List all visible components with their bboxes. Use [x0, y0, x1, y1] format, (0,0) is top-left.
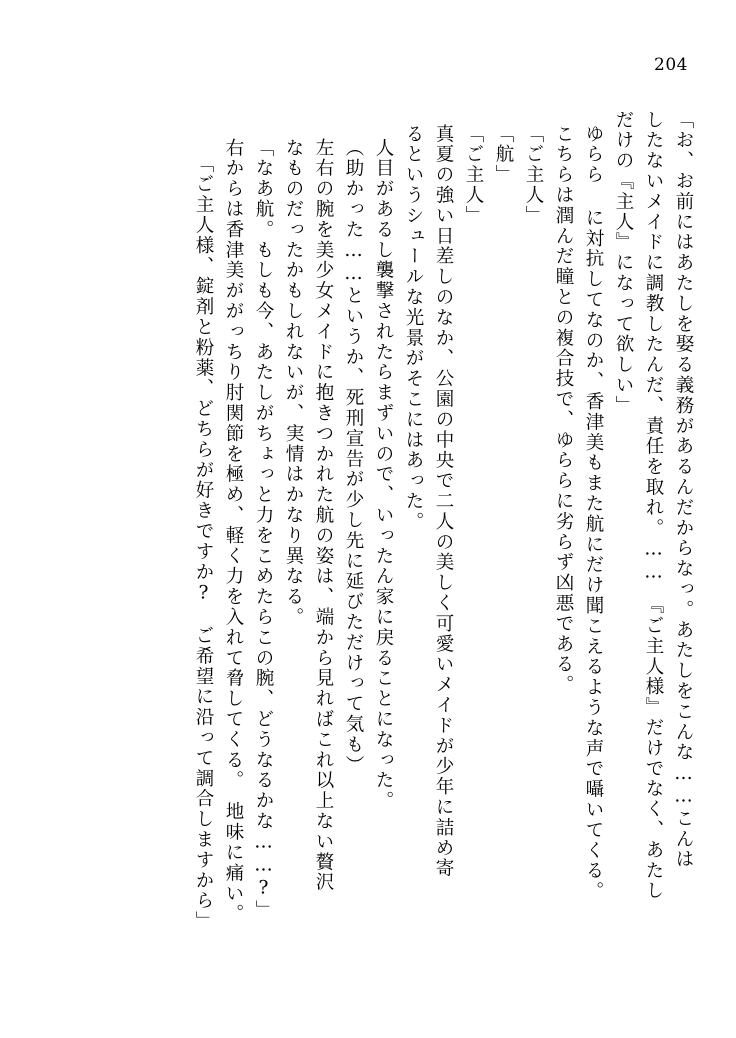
text-column: （助かった……というか、死刑宣告が少し先に延びただけって気も） — [343, 138, 364, 776]
text-column: るというシュールな光景がそこにはあった。 — [403, 124, 424, 532]
text-column: 「ご主人様、錠剤と粉薬、どちらが好きですか? ご希望に沿って調合しますから」 — [193, 154, 214, 932]
page-number: 204 — [654, 55, 688, 75]
text-column: 右からは香津美ががっちり肘関節を極め、軽く力を入れて脅してくる。 地味に痛い。 — [223, 138, 244, 925]
text-column: 「なあ航。もしも今、あたしがちょっと力をこめたらこの腕、どうなるかな……?」 — [253, 138, 274, 921]
text-column: なものだったかもしれないが、実情はかなり異なる。 — [283, 138, 304, 628]
text-column: ゆらら に対抗してなのか、香津美もまた航にだけ聞こえるような声で囁いてくる。 — [583, 124, 604, 902]
text-column: 左右の腕を美少女メイドに抱きつかれた航の姿は、端から見ればこれ以上ない贅沢 — [313, 138, 334, 893]
text-column: だけの『主人』になって欲しい」 — [613, 110, 634, 416]
text-column: 「ご主人」 — [523, 124, 544, 226]
text-column: 「ご主人」 — [463, 124, 484, 226]
text-column: 人目があるし襲撃されたらまずいので、いったん家に戻ることになった。 — [373, 138, 394, 812]
vertical-text-body — [52, 110, 692, 980]
text-column: したないメイドに調教したんだ、責任を取れ。…… 『ご主人様』だけでなく、あたし — [643, 110, 664, 902]
text-column: 「お、お前にはあたしを娶る義務があるんだからなっ。あたしをこんな……こんは — [673, 110, 694, 870]
text-column: 真夏の強い日差しのなか、公園の中央で二人の美しく可愛いメイドが少年に詰め寄 — [433, 124, 454, 879]
text-column: こちらは潤んだ瞳との複合技で、ゆららに劣らず凶悪である。 — [553, 124, 574, 696]
text-column: 「航」 — [493, 124, 514, 186]
